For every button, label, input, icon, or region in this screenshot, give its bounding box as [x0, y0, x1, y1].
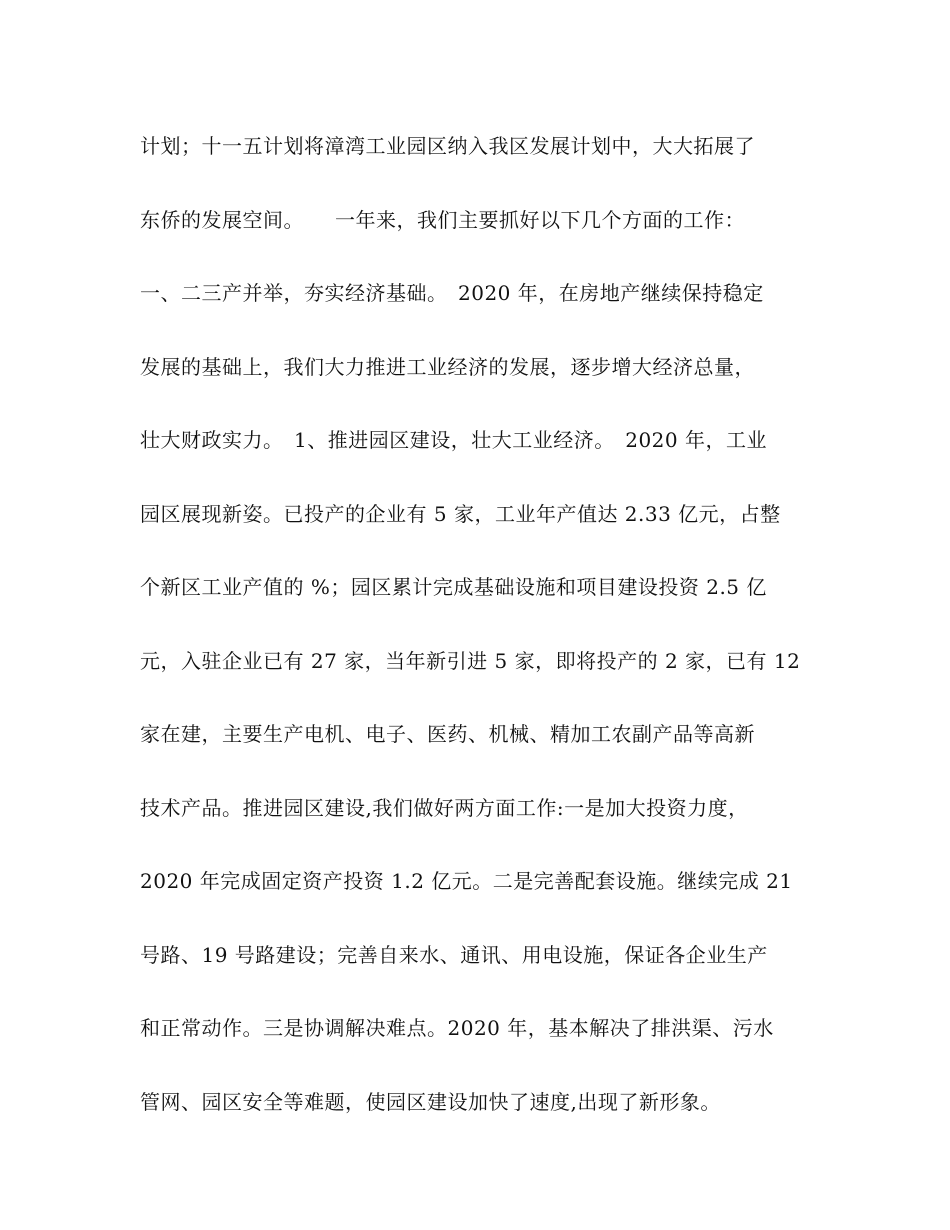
text-line: 号路、19 号路建设；完善自来水、通讯、用电设施，保证各企业生产 — [140, 942, 768, 967]
text-line: 家在建，主要生产电机、电子、医药、机械、精加工农副产品等高新 — [140, 722, 755, 746]
text-line: 元，入驻企业已有 27 家，当年新引进 5 家，即将投产的 2 家，已有 12 — [140, 648, 801, 673]
text-line: 计划；十一五计划将漳湾工业园区纳入我区发展计划中，大大拓展了 — [140, 134, 755, 158]
document-body — [140, 110, 840, 1139]
text-line: 园区展现新姿。已投产的企业有 5 家，工业年产值达 2.33 亿元，占整 — [140, 501, 781, 526]
text-line: 和正常动作。三是协调解决难点。2020 年，基本解决了排洪渠、污水 — [140, 1016, 774, 1040]
text-line: 技术产品。推进园区建设,我们做好两方面工作:一是加大投资力度， — [140, 795, 749, 820]
text-line: 发展的基础上，我们大力推进工业经济的发展，逐步增大经济总量， — [140, 354, 755, 379]
text-line: 壮大财政实力。 1、推进园区建设，壮大工业经济。 2020 年，工业 — [140, 428, 767, 452]
text-line: 2020 年完成固定资产投资 1.2 亿元。二是完善配套设施。继续完成 21 — [140, 869, 793, 893]
text-line: 管网、园区安全等难题，使园区建设加快了速度,出现了新形象。 — [140, 1089, 721, 1114]
text-line: 一、二三产并举，夯实经济基础。 2020 年，在房地产继续保持稳定 — [140, 281, 764, 305]
text-line: 个新区工业产值的 %；园区累计完成基础设施和项目建设投资 2.5 亿 — [140, 575, 767, 599]
text-line: 东侨的发展空间。 一年来，我们主要抓好以下几个方面的工作： — [140, 207, 745, 232]
